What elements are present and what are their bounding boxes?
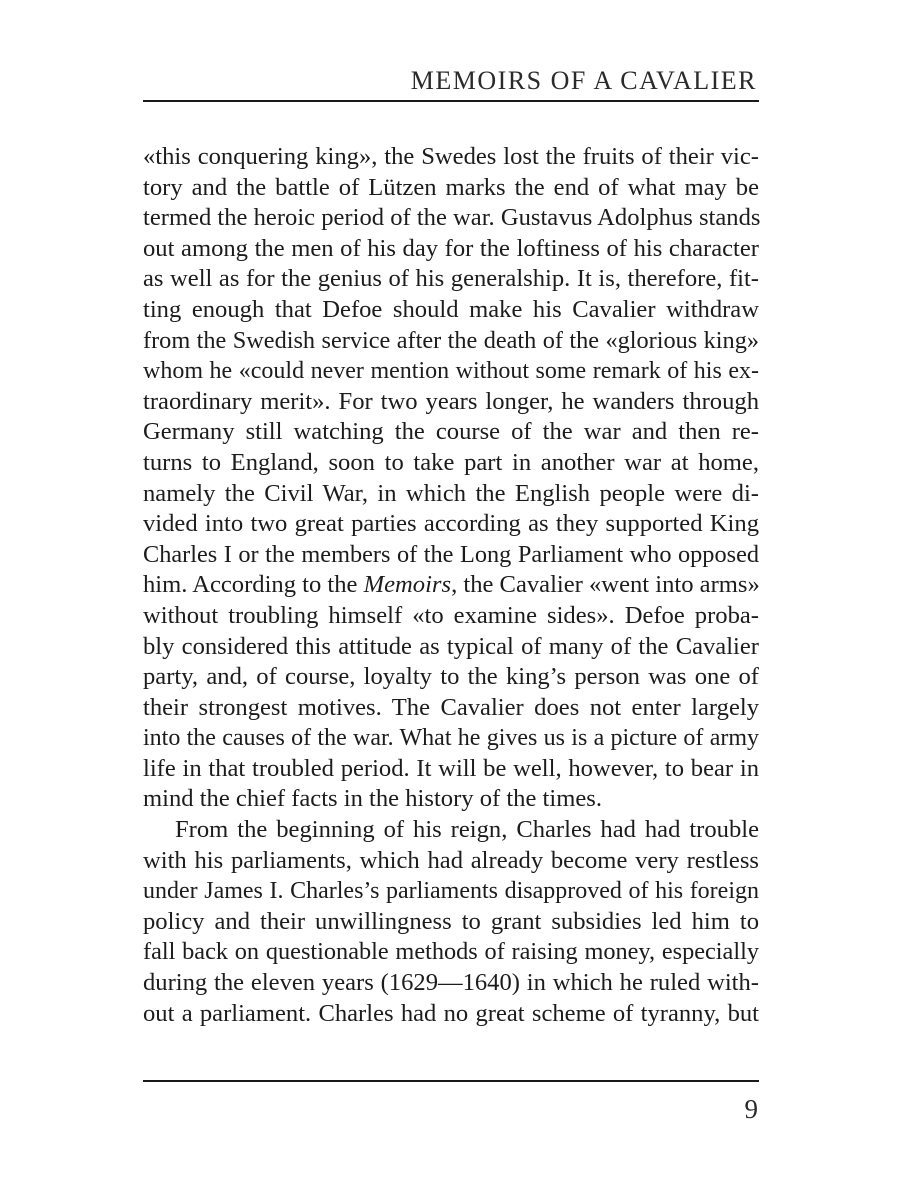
text-line: Charles I or the members of the Long Parliament who opposed: [143, 540, 759, 568]
text-line: turns to England, soon to take part in another war at home,: [143, 448, 759, 476]
text-line: as well as for the genius of his generalship. It is, therefore, fit-: [143, 265, 759, 293]
text-line: out a parliament. Charles had no great scheme of tyranny, but: [143, 999, 759, 1027]
text-line: life in that troubled period. It will be well, however, to bear in: [143, 754, 759, 782]
text-line: whom he «could never mention without some remark of his ex-: [143, 358, 759, 385]
text-line: bly considered this attitude as typical of many of the Cavalier: [143, 632, 759, 660]
text-line: From the beginning of his reign, Charles had had trouble: [175, 816, 759, 844]
text-line: out among the men of his day for the loftiness of his character: [143, 234, 759, 262]
text-line: with his parliaments, which had already become very restless: [143, 846, 759, 874]
text-line: traordinary merit». For two years longer, he wanders through: [143, 387, 759, 415]
running-title: MEMOIRS OF A CAVALIER: [410, 66, 757, 95]
text-line: party, and, of course, loyalty to the king’s person was one of: [143, 663, 759, 691]
text-segment: , the Cavalier «went into arms»: [451, 571, 760, 599]
text-line: without troubling himself «to examine sides». Defoe proba-: [143, 601, 759, 629]
text-line: from the Swedish service after the death of the «glorious king»: [143, 326, 759, 354]
text-line: «this conquering king», the Swedes lost the fruits of their vic-: [143, 143, 759, 170]
text-line: tory and the battle of Lützen marks the end of what may be: [143, 173, 759, 201]
body-text: [143, 142, 759, 1029]
text-segment: him. According to the: [143, 571, 364, 599]
header-rule: [143, 100, 759, 102]
text-line: Germany still watching the course of the war and then re-: [143, 418, 759, 446]
text-line: their strongest motives. The Cavalier does not enter largely: [143, 693, 759, 721]
text-line: termed the heroic period of the war. Gustavus Adolphus stands: [143, 204, 761, 232]
text-line: namely the Civil War, in which the English people were di-: [143, 479, 759, 507]
text-line: policy and their unwillingness to grant subsidies led him to: [143, 907, 759, 935]
text-line: during the eleven years (1629—1640) in which he ruled with-: [143, 969, 759, 997]
text-line: into the causes of the war. What he gives us is a picture of army: [143, 725, 759, 752]
text-line: under James I. Charles’s parliaments disapproved of his foreign: [143, 878, 759, 905]
text-line: vided into two great parties according as they supported King: [143, 510, 759, 538]
text-line: fall back on questionable methods of raising money, especially: [143, 938, 759, 966]
text-line: mind the chief facts in the history of the times.: [143, 785, 602, 813]
page-number: 9: [744, 1094, 758, 1124]
footer-rule: [143, 1080, 759, 1082]
text-line: ting enough that Defoe should make his Cavalier withdraw: [143, 295, 759, 323]
italic-title-memoirs: Memoirs: [363, 571, 452, 599]
text-line-with-italic: [143, 570, 759, 601]
